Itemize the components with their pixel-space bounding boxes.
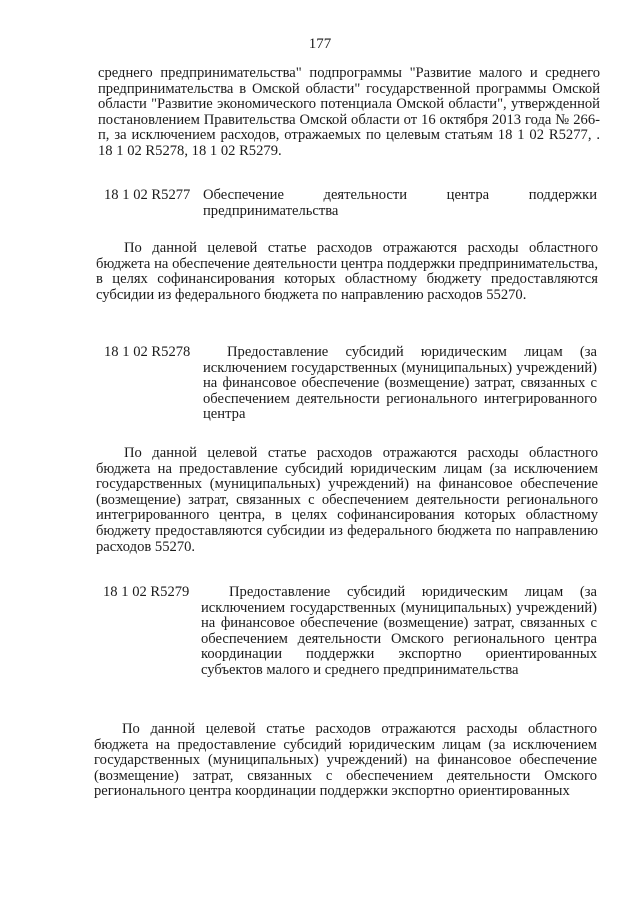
- article-title: Обеспечение деятельности центра поддержки предпринимательства: [203, 187, 597, 219]
- page-number: 177: [308, 36, 332, 52]
- article-description: По данной целевой статье расходов отражаются расходы областного бюджета на предоставление субсидий юридическим лицам (за исключением государственных (муниципальных) учреждений) на финансовое обеспечение (возмещение) затрат, связанных с обеспечением деятельности регионального интегрированного центра, в целях софинансирования которых областному бюджету предоставляются субсидии из федерального бюджета по направлению расходов 55270.: [96, 445, 598, 555]
- article-code: 18 1 02 R5277: [104, 187, 191, 203]
- article-title: Предоставление субсидий юридическим лицам (за исключением государственных (муниципальных) учреждений) на финансовое обеспечение (возмещение) затрат, связанных с обеспечением деятельности регионального интегрированного центра: [203, 344, 597, 423]
- intro-paragraph: среднего предпринимательства" подпрограммы "Развитие малого и среднего предпринимательства в Омской области" государственной программы Омской области "Развитие экономического потенциала Омской области", утвержденной постановлением Правительства Омской области от 16 октября 2013 года № 266-п, за исключением расходов, отражаемых по целевым статьям 18 1 02 R5277, . 18 1 02 R5278, 18 1 02 R5279.: [98, 65, 600, 159]
- article-code: 18 1 02 R5278: [104, 344, 191, 360]
- article-title: Предоставление субсидий юридическим лицам (за исключением государственных (муниципальных) учреждений) на финансовое обеспечение (возмещение) затрат, связанных с обеспечением деятельности Омского регионального центра координации поддержки экспортно ориентированных субъектов малого и среднего предпринимательства: [201, 584, 597, 678]
- article-code: 18 1 02 R5279: [103, 584, 190, 600]
- article-description: По данной целевой статье расходов отражаются расходы областного бюджета на обеспечение деятельности центра поддержки предпринимательства, в целях софинансирования которых областному бюджету предоставляются субсидии из федерального бюджета по направлению расходов 55270.: [96, 240, 598, 303]
- article-description: По данной целевой статье расходов отражаются расходы областного бюджета на предоставление субсидий юридическим лицам (за исключением государственных (муниципальных) учреждений) на финансовое обеспечение (возмещение) затрат, связанных с обеспечением деятельности Омского регионального центра координации поддержки экспортно ориентированных: [94, 721, 597, 800]
